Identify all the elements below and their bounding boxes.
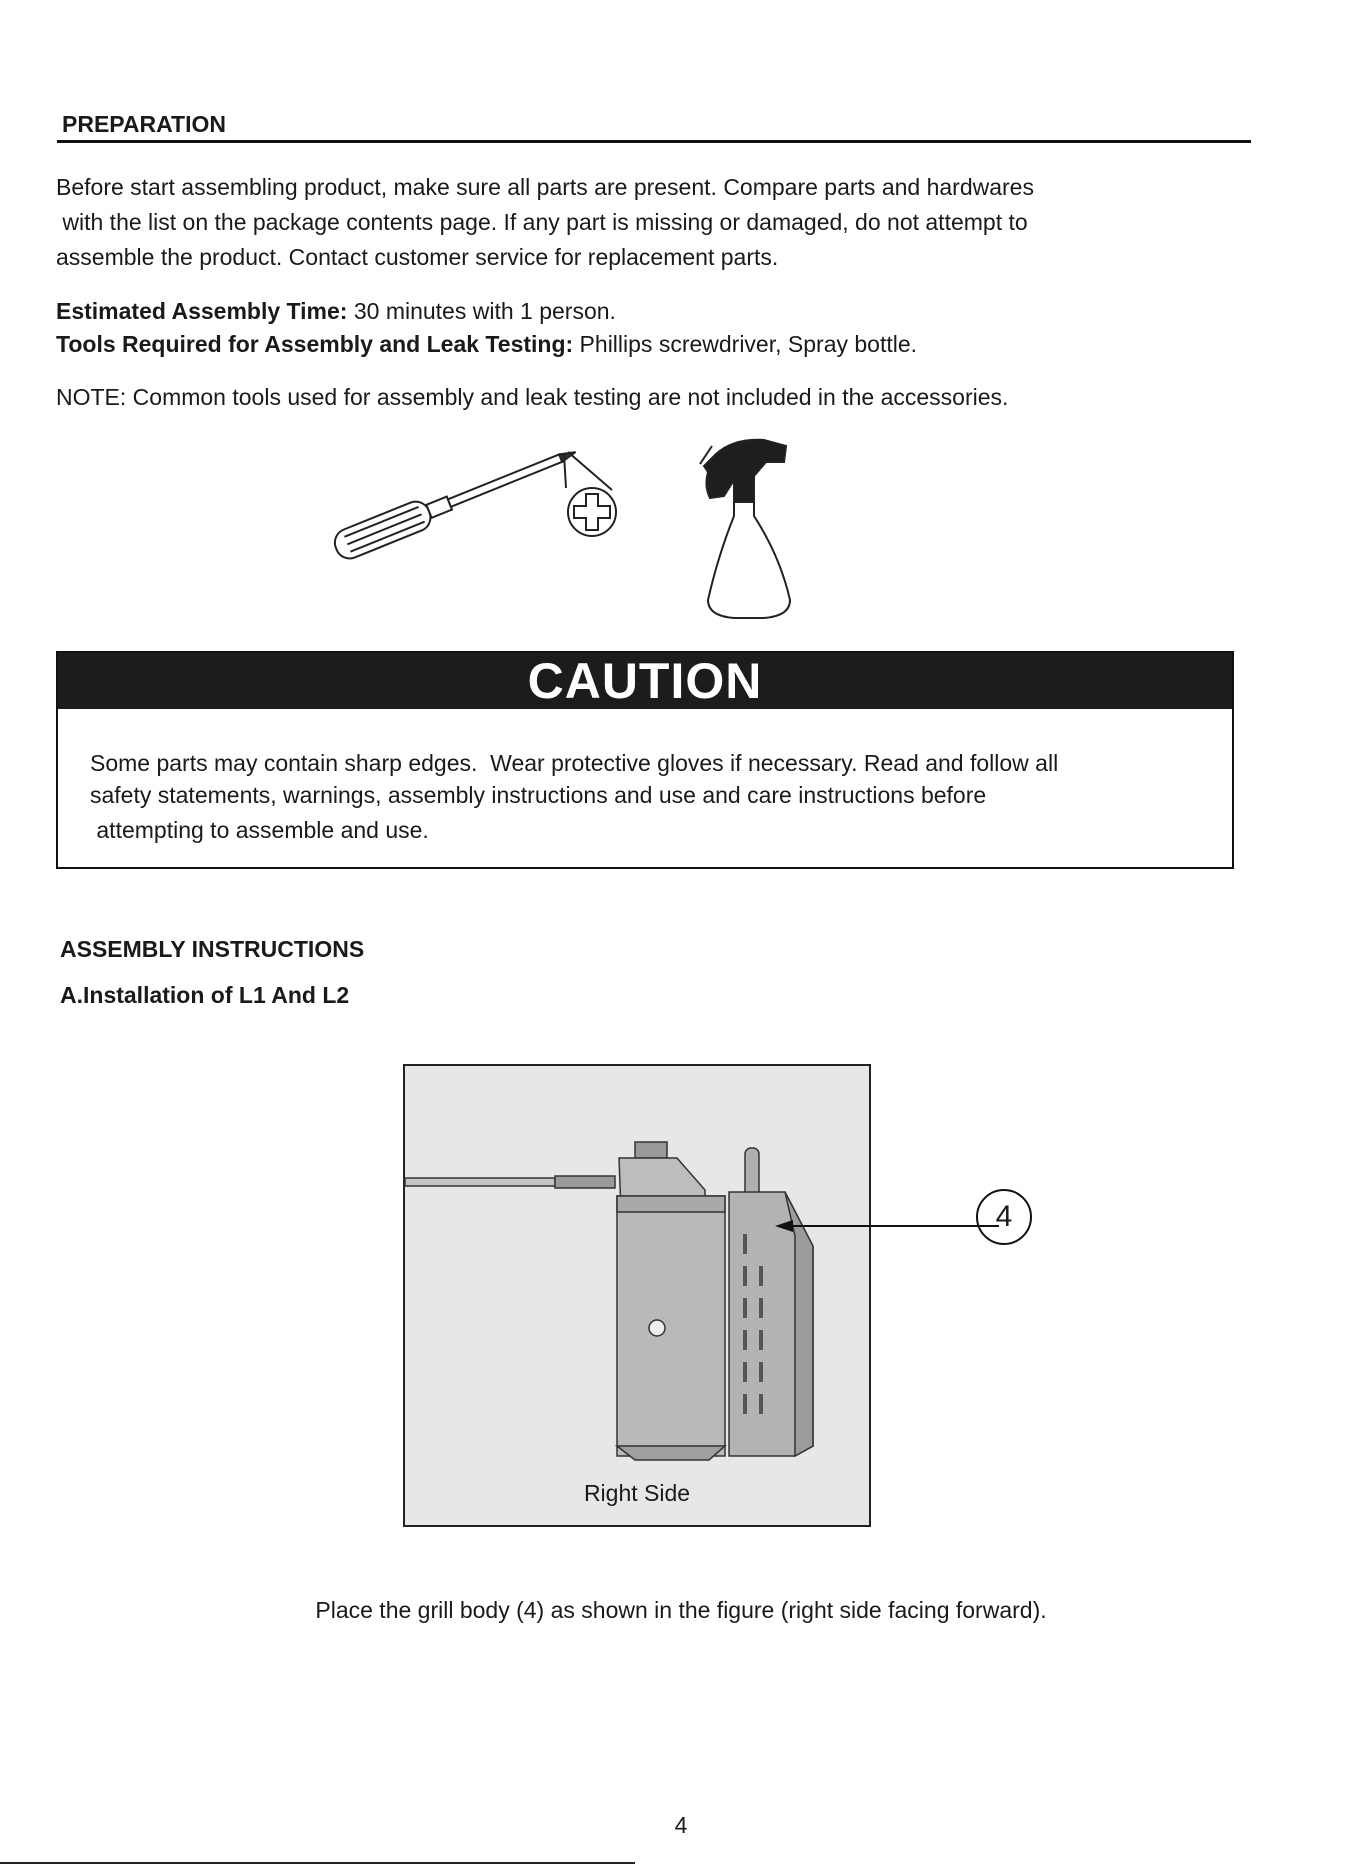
- spray-bottle-icon: [694, 436, 804, 622]
- tools-note: NOTE: Common tools used for assembly and leak testing are not included in the accessories.: [56, 384, 1009, 410]
- intro-line-3: assemble the product. Contact customer service for replacement parts.: [56, 244, 779, 270]
- intro-line-1: Before start assembling product, make sure all parts are present. Compare parts and hardwares: [56, 174, 1034, 200]
- caution-line-3: attempting to assemble and use.: [90, 817, 429, 843]
- caution-text: [90, 747, 1220, 846]
- tools-required-value: Phillips screwdriver, Spray bottle.: [573, 331, 918, 357]
- assembly-time-label: Estimated Assembly Time:: [56, 298, 348, 324]
- caution-line-2: safety statements, warnings, assembly instructions and use and care instructions before: [90, 782, 987, 808]
- callout-4: [976, 1189, 1032, 1245]
- caution-box: [56, 651, 1234, 869]
- caution-line-1: Some parts may contain sharp edges. Wear protective gloves if necessary. Read and follow all: [90, 750, 1059, 776]
- assembly-figure: [403, 1064, 871, 1527]
- tools-required: [56, 327, 917, 362]
- screwdriver-icon: [330, 440, 630, 560]
- page-number: 4: [674, 1812, 688, 1838]
- intro-line-2: with the list on the package contents page. If any part is missing or damaged, do not attempt to: [56, 209, 1028, 235]
- preparation-heading: PREPARATION: [62, 111, 226, 137]
- step-title: A.Installation of L1 And L2: [60, 982, 350, 1008]
- assembly-time: [56, 294, 616, 329]
- caution-title: CAUTION: [58, 653, 1232, 709]
- step-caption: Place the grill body (4) as shown in the figure (right side facing forward).: [315, 1597, 1047, 1623]
- tools-required-label: Tools Required for Assembly and Leak Testing:: [56, 331, 574, 357]
- callout-number: 4: [995, 1200, 1013, 1233]
- figure-caption: Right Side: [583, 1480, 691, 1506]
- grill-body-illustration: [405, 1066, 869, 1525]
- assembly-time-value: 30 minutes with 1 person.: [347, 298, 616, 324]
- assembly-heading: ASSEMBLY INSTRUCTIONS: [60, 936, 365, 962]
- section-divider: [57, 140, 1251, 143]
- footer-rule: [0, 1862, 635, 1864]
